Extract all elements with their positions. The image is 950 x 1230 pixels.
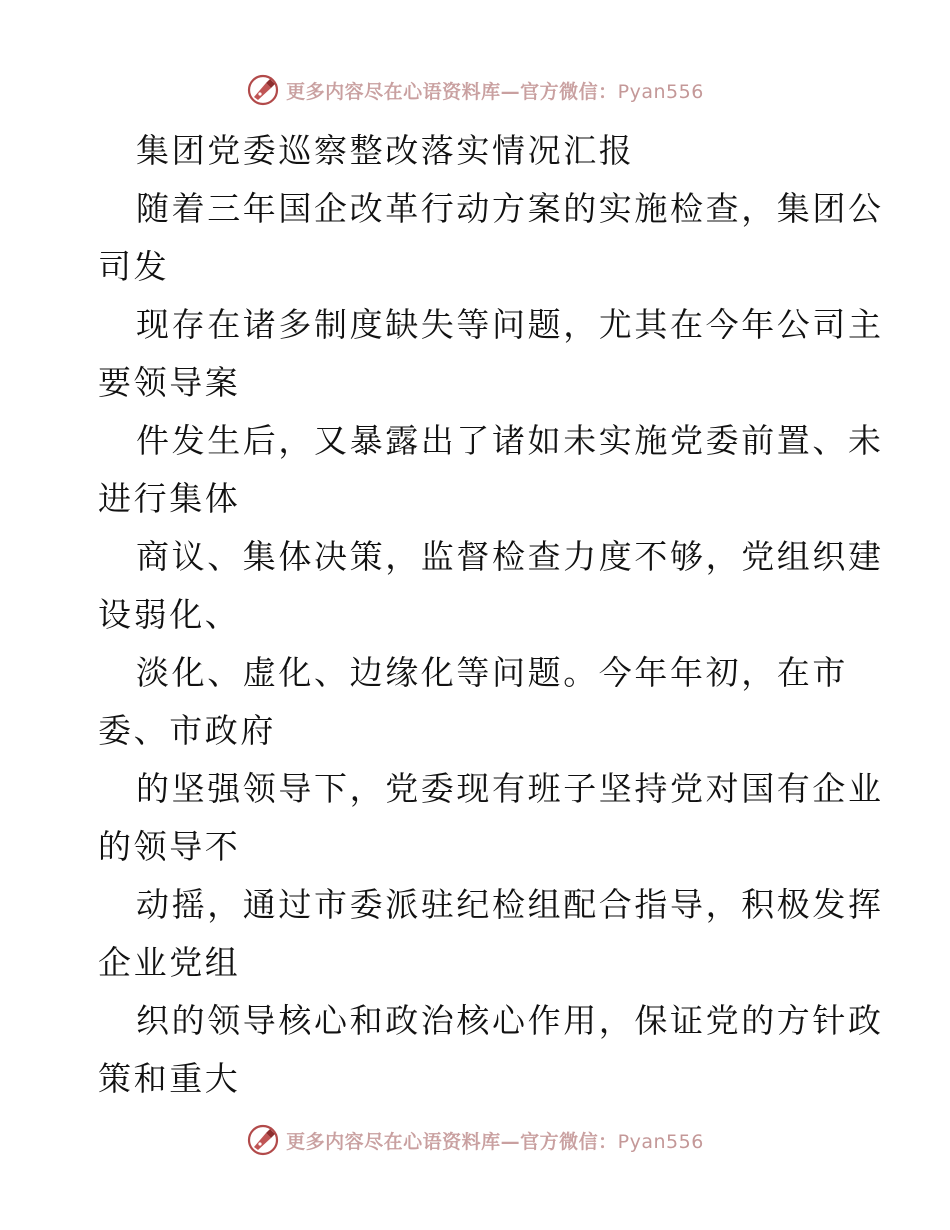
text-line: 现存在诸多制度缺失等问题，尤其在今年公司主 <box>136 305 884 344</box>
watermark-text <box>286 1127 704 1154</box>
text-line: 随着三年国企改革行动方案的实施检查，集团公 <box>136 189 884 228</box>
text-line: 的领导不 <box>98 827 241 866</box>
text-line: 策和重大 <box>98 1059 241 1098</box>
pen-nib-logo <box>246 73 280 107</box>
text-line: 企业党组 <box>98 943 241 982</box>
text-line: 集团党委巡察整改落实情况汇报 <box>136 131 635 170</box>
watermark-label: 更多内容尽在心语资料库—官方微信： <box>286 80 618 103</box>
text-line: 的坚强领导下，党委现有班子坚持党对国有企业 <box>136 769 884 808</box>
document-body <box>98 122 884 1108</box>
text-line: 司发 <box>98 247 170 286</box>
text-line: 件发生后，又暴露出了诸如未实施党委前置、未 <box>136 421 884 460</box>
watermark-footer <box>0 1120 950 1160</box>
text-line: 要领导案 <box>98 363 241 402</box>
watermark-text <box>286 77 704 104</box>
watermark-label: 更多内容尽在心语资料库—官方微信： <box>286 1130 618 1153</box>
text-line: 进行集体 <box>98 479 241 518</box>
text-line: 淡化、虚化、边缘化等问题。今年年初，在市 <box>136 653 848 692</box>
text-line: 委、市政府 <box>98 711 276 750</box>
text-line: 织的领导核心和政治核心作用，保证党的方针政 <box>136 1001 884 1040</box>
text-line: 商议、集体决策，监督检查力度不够，党组织建 <box>136 537 884 576</box>
text-line: 动摇，通过市委派驻纪检组配合指导，积极发挥 <box>136 885 884 924</box>
watermark-handle: Pyan556 <box>617 80 704 103</box>
text-line: 设弱化、 <box>98 595 241 634</box>
watermark-group <box>246 1123 704 1157</box>
watermark-header <box>0 70 950 110</box>
watermark-group <box>246 73 704 107</box>
watermark-handle: Pyan556 <box>617 1130 704 1153</box>
pen-nib-logo <box>246 1123 280 1157</box>
